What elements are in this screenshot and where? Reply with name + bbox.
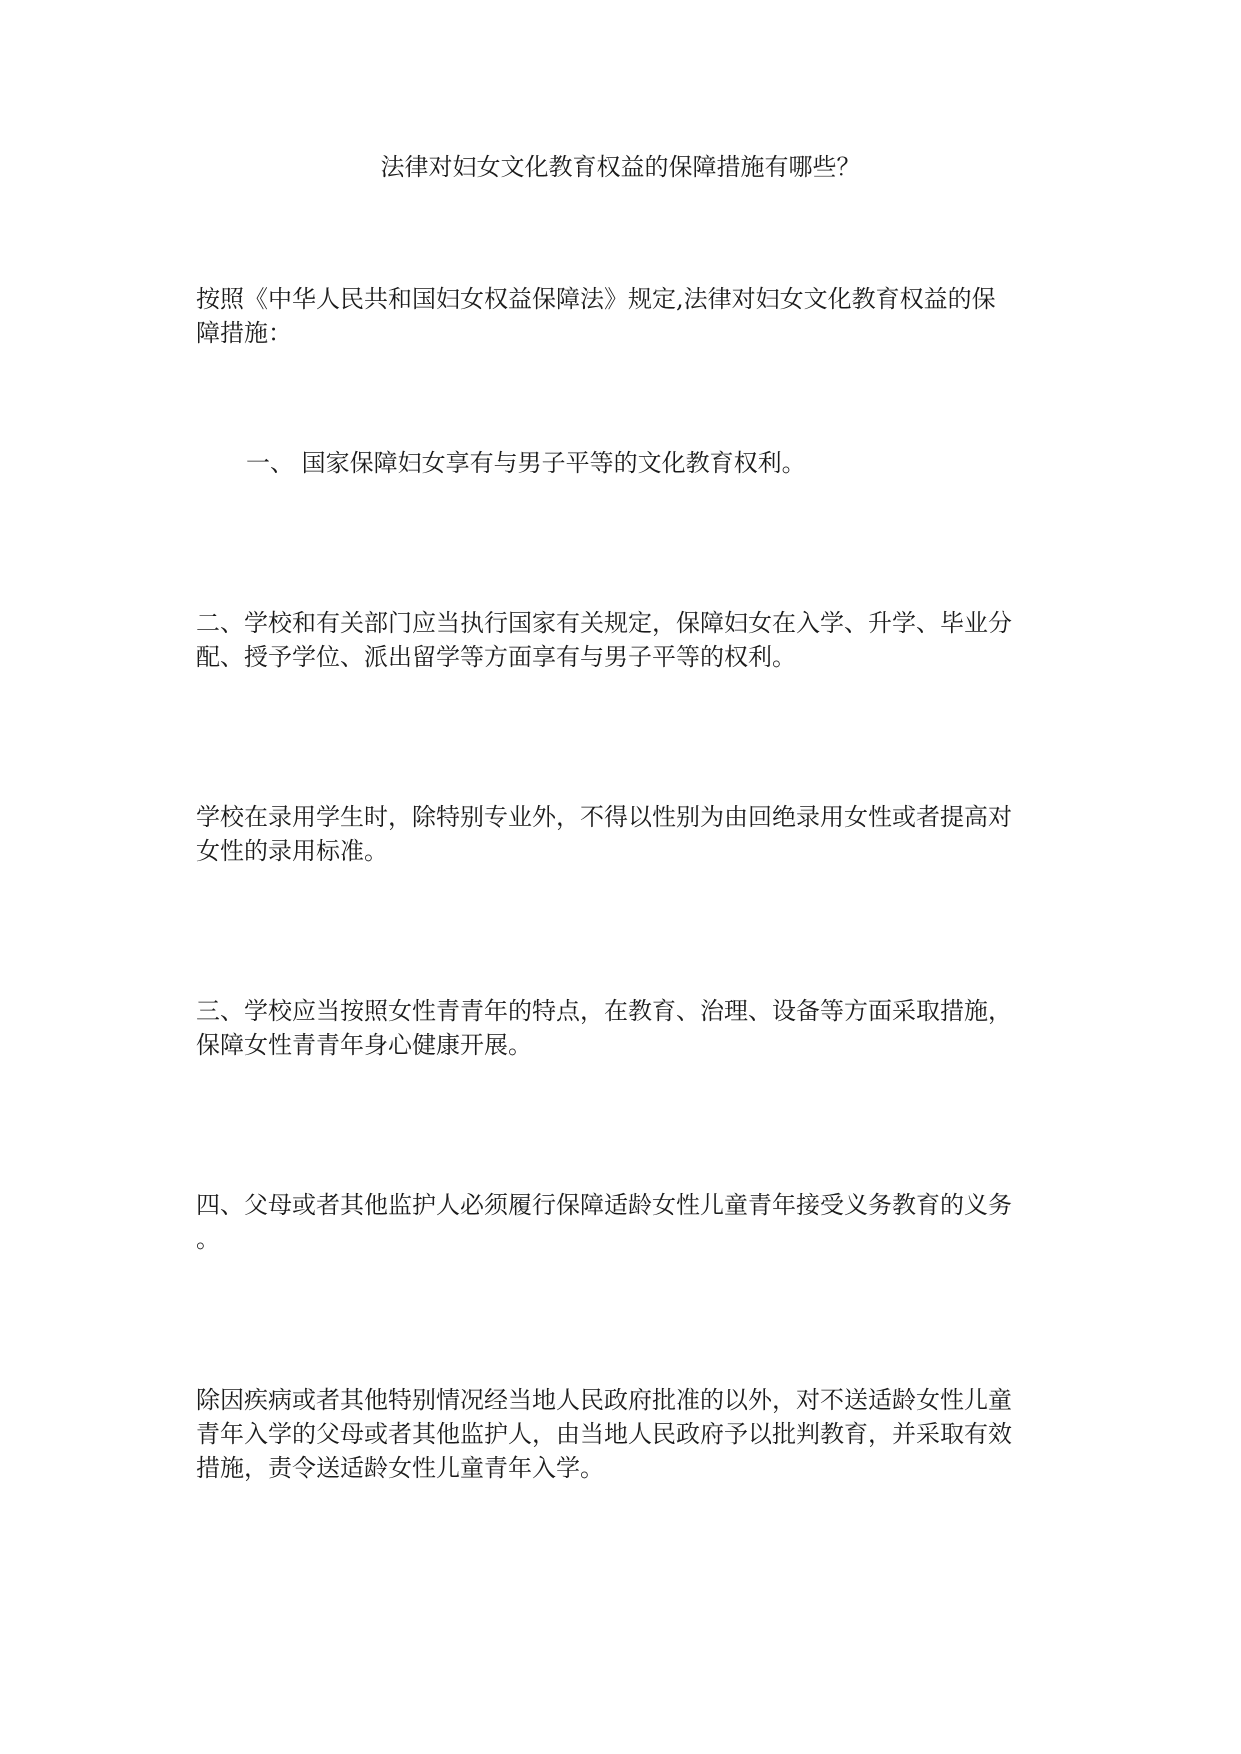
measure-four-paragraph: 四、父母或者其他监护人必须履行保障适龄女性儿童青年接受义务教育的义务 。 xyxy=(196,1191,1012,1253)
intro-paragraph: 按照《中华人民共和国妇女权益保障法》规定,法律对妇女文化教育权益的保 障措施： xyxy=(196,285,996,347)
measure-two-paragraph: 二、学校和有关部门应当执行国家有关规定，保障妇女在入学、升学、毕业分 配、授予学位、派出留学等方面享有与男子平等的权利。 xyxy=(196,609,1012,671)
admission-paragraph: 学校在录用学生时，除特别专业外，不得以性别为由回绝录用女性或者提高对 女性的录用标准。 xyxy=(196,803,1012,865)
measure-one-paragraph: 一、 国家保障妇女享有与男子平等的文化教育权利。 xyxy=(246,449,806,477)
guardian-paragraph: 除因疾病或者其他特别情况经当地人民政府批准的以外，对不送适龄女性儿童 青年入学的父母或者其他监护人，由当地人民政府予以批判教育，并采取有效 措施，责令送适龄女性儿童青年入学。 xyxy=(196,1386,1012,1482)
measure-three-paragraph: 三、学校应当按照女性青青年的特点，在教育、治理、设备等方面采取措施， 保障女性青青年身心健康开展。 xyxy=(196,997,1012,1059)
page-title: 法律对妇女文化教育权益的保障措施有哪些？ xyxy=(380,153,861,181)
